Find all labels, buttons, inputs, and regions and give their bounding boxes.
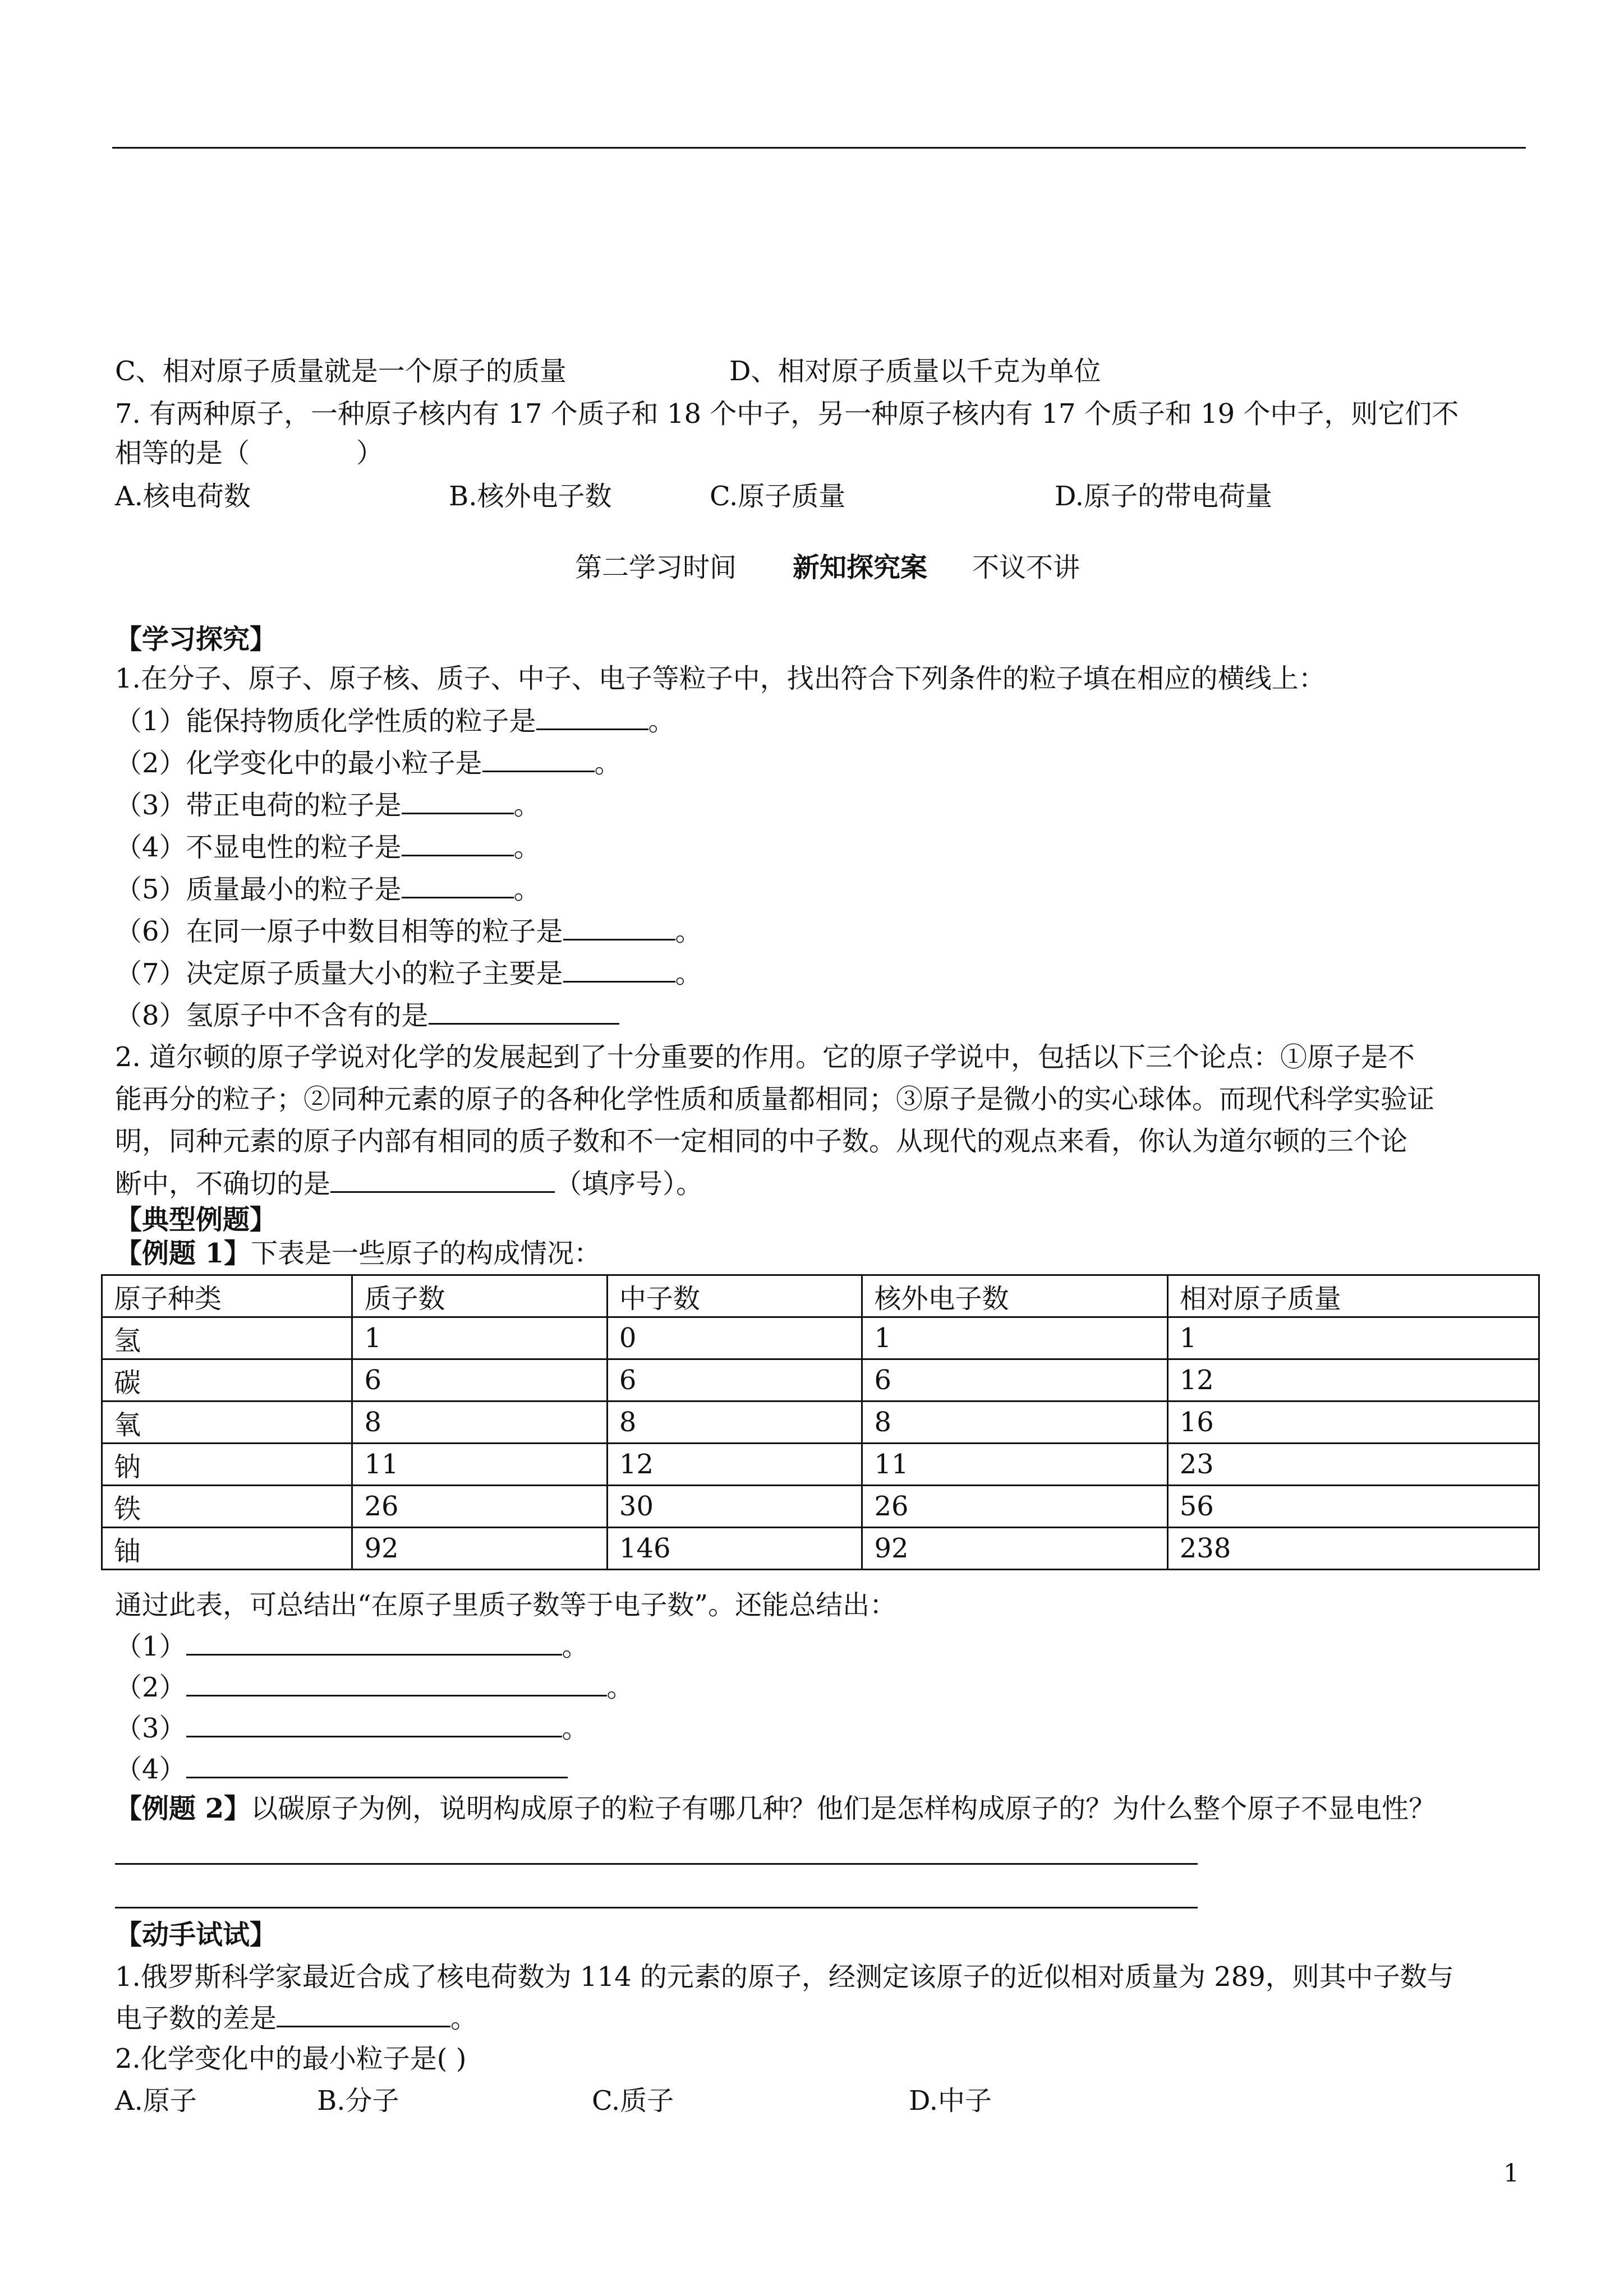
practice-q1-line2 <box>115 2001 477 2035</box>
table-cell: 238 <box>1167 1528 1539 1570</box>
example1-text: 下表是一些原子的构成情况： <box>251 1238 601 1269</box>
table-row <box>102 1486 1539 1528</box>
summary-item-3-blank[interactable] <box>186 1711 562 1737</box>
section-heading-part1: 第二学习时间 <box>575 552 737 583</box>
practice-q1-text: 电子数的差是 <box>115 2003 277 2034</box>
practice-q2-option-d: D.中子 <box>909 2085 992 2117</box>
example2-answer-line-2[interactable] <box>115 1907 1198 1908</box>
table-header-cell: 中子数 <box>607 1275 862 1317</box>
table-row <box>102 1401 1539 1444</box>
study-q2-line4 <box>115 1167 703 1201</box>
example1-label: 【例题 1】 <box>115 1238 251 1269</box>
example2 <box>115 1792 1436 1825</box>
table-cell: 氢 <box>102 1317 352 1359</box>
study-q2-line1: 2. 道尔顿的原子学说对化学的发展起到了十分重要的作用。它的原子学说中，包括以下三个论点：①原子是不 <box>115 1041 1415 1073</box>
table-cell: 1 <box>1167 1317 1539 1359</box>
q7-option-c: C.原子质量 <box>710 481 846 512</box>
study-item-2 <box>115 746 622 780</box>
practice-q1-line1: 1.俄罗斯科学家最近合成了核电荷数为 114 的元素的原子，经测定该原子的近似相对质量为 289，则其中子数与 <box>115 1961 1454 1993</box>
table-cell: 11 <box>862 1444 1167 1486</box>
table-cell: 钠 <box>102 1444 352 1486</box>
study-item-3-text: （3）带正电荷的粒子是 <box>115 790 402 821</box>
study-item-8-blank[interactable] <box>429 998 619 1025</box>
q7-option-b: B.核外电子数 <box>449 481 612 512</box>
study-q2-line4-suffix: （填序号）。 <box>555 1168 703 1200</box>
q7-stem-text: 相等的是（ <box>115 437 250 469</box>
table-cell: 8 <box>352 1401 607 1444</box>
table-cell: 8 <box>862 1401 1167 1444</box>
table-cell: 146 <box>607 1528 862 1570</box>
study-item-5-blank[interactable] <box>402 872 514 898</box>
study-item-4-period: 。 <box>513 832 541 863</box>
example1-summary: 通过此表，可总结出“在原子里质子数等于电子数”。还能总结出： <box>115 1589 897 1621</box>
summary-item-1 <box>115 1629 589 1663</box>
study-item-4 <box>115 830 541 864</box>
summary-item-1-blank[interactable] <box>186 1629 562 1656</box>
summary-item-2 <box>115 1670 634 1704</box>
section-heading-part2: 新知探究案 <box>793 552 928 583</box>
summary-item-4 <box>115 1752 568 1786</box>
practice-title: 【动手试试】 <box>115 1919 277 1951</box>
practice-q2-option-b: B.分子 <box>317 2085 399 2117</box>
atom-composition-table <box>101 1274 1540 1570</box>
summary-item-4-blank[interactable] <box>186 1752 568 1778</box>
page-number: 1 <box>1503 2159 1519 2188</box>
study-q1-intro: 1.在分子、原子、原子核、质子、中子、电子等粒子中，找出符合下列条件的粒子填在相应的横线上： <box>115 663 1326 694</box>
table-cell: 8 <box>607 1401 862 1444</box>
table-cell: 11 <box>352 1444 607 1486</box>
table-cell: 26 <box>862 1486 1167 1528</box>
summary-item-2-blank[interactable] <box>186 1670 607 1696</box>
table-cell: 铁 <box>102 1486 352 1528</box>
table-cell: 92 <box>862 1528 1167 1570</box>
table-cell: 铀 <box>102 1528 352 1570</box>
table-header-cell: 原子种类 <box>102 1275 352 1317</box>
table-header-row <box>102 1275 1539 1317</box>
table-cell: 1 <box>862 1317 1167 1359</box>
table-cell: 12 <box>607 1444 862 1486</box>
section-heading-part3: 不议不讲 <box>972 552 1080 583</box>
table-row <box>102 1528 1539 1570</box>
table-header-cell: 核外电子数 <box>862 1275 1167 1317</box>
practice-q2-stem: 2.化学变化中的最小粒子是( ) <box>115 2043 467 2074</box>
summary-item-3 <box>115 1711 589 1745</box>
example2-label: 【例题 2】 <box>115 1793 251 1824</box>
example1-intro <box>115 1237 601 1270</box>
summary-item-2-label: （2） <box>115 1672 186 1703</box>
study-title: 【学习探究】 <box>115 624 277 655</box>
table-row <box>102 1444 1539 1486</box>
q7-stem-line2 <box>115 436 383 470</box>
study-item-4-text: （4）不显电性的粒子是 <box>115 832 402 863</box>
table-cell: 30 <box>607 1486 862 1528</box>
example2-text: 以碳原子为例，说明构成原子的粒子有哪几种？他们是怎样构成原子的？为什么整个原子不显电性？ <box>251 1793 1436 1824</box>
study-item-1-text: （1）能保持物质化学性质的粒子是 <box>115 706 536 737</box>
table-row <box>102 1317 1539 1359</box>
table-cell: 92 <box>352 1528 607 1570</box>
summary-item-2-period: 。 <box>606 1672 634 1703</box>
summary-item-3-label: （3） <box>115 1713 186 1744</box>
summary-item-1-period: 。 <box>562 1631 589 1662</box>
table-cell: 碳 <box>102 1359 352 1401</box>
table-cell: 1 <box>352 1317 607 1359</box>
summary-item-1-label: （1） <box>115 1631 186 1662</box>
table-cell: 12 <box>1167 1359 1539 1401</box>
practice-q2-option-c: C.质子 <box>592 2085 674 2117</box>
study-item-7-blank[interactable] <box>563 956 675 983</box>
study-item-3-blank[interactable] <box>402 788 514 814</box>
study-item-8-text: （8）氢原子中不含有的是 <box>115 1000 429 1031</box>
table-cell: 6 <box>607 1359 862 1401</box>
table-header-cell: 质子数 <box>352 1275 607 1317</box>
table-cell: 0 <box>607 1317 862 1359</box>
study-item-8 <box>115 998 619 1032</box>
study-item-1-period: 。 <box>648 706 675 737</box>
examples-title: 【典型例题】 <box>115 1204 277 1235</box>
q6-option-c: C、相对原子质量就是一个原子的质量 <box>115 356 567 387</box>
table-cell: 6 <box>862 1359 1167 1401</box>
study-item-7-text: （7）决定原子质量大小的粒子主要是 <box>115 958 563 989</box>
study-item-6 <box>115 914 702 948</box>
study-item-1 <box>115 704 675 738</box>
example2-answer-line-1[interactable] <box>115 1863 1198 1865</box>
study-item-5 <box>115 872 541 906</box>
table-cell: 6 <box>352 1359 607 1401</box>
study-item-7 <box>115 956 702 990</box>
study-item-5-period: 。 <box>513 874 541 905</box>
study-item-6-period: 。 <box>675 916 702 947</box>
study-item-1-blank[interactable] <box>536 704 648 730</box>
study-item-6-blank[interactable] <box>563 914 675 940</box>
q7-option-d: D.原子的带电荷量 <box>1055 481 1273 512</box>
header-rule <box>112 147 1526 149</box>
summary-item-4-label: （4） <box>115 1754 186 1785</box>
study-item-3-period: 。 <box>513 790 541 821</box>
study-item-5-text: （5）质量最小的粒子是 <box>115 874 402 905</box>
study-item-6-text: （6）在同一原子中数目相等的粒子是 <box>115 916 563 947</box>
study-q2-line2: 能再分的粒子；②同种元素的原子的各种化学性质和质量都相同；③原子是微小的实心球体。而现代科学实验证 <box>115 1084 1435 1115</box>
table-header-cell: 相对原子质量 <box>1167 1275 1539 1317</box>
study-item-2-blank[interactable] <box>482 746 595 772</box>
q7-stem-line1: 7. 有两种原子，一种原子核内有 17 个质子和 18 个中子，另一种原子核内有 17 个质子和 19 个中子，则它们不 <box>115 398 1459 430</box>
practice-q1-blank[interactable] <box>277 2001 450 2027</box>
study-item-2-text: （2）化学变化中的最小粒子是 <box>115 748 482 779</box>
study-item-7-period: 。 <box>675 958 702 989</box>
summary-item-3-period: 。 <box>562 1713 589 1744</box>
q6-option-d: D、相对原子质量以千克为单位 <box>729 356 1101 387</box>
practice-q1-period: 。 <box>450 2003 478 2034</box>
table-cell: 16 <box>1167 1401 1539 1444</box>
q7-option-a: A.核电荷数 <box>115 481 251 512</box>
table-cell: 56 <box>1167 1486 1539 1528</box>
table-cell: 氧 <box>102 1401 352 1444</box>
study-item-2-period: 。 <box>594 748 622 779</box>
table-cell: 23 <box>1167 1444 1539 1486</box>
section-heading <box>575 551 1080 584</box>
q7-stem-close: ） <box>356 437 384 469</box>
study-q2-blank[interactable] <box>330 1167 555 1193</box>
table-cell: 26 <box>352 1486 607 1528</box>
study-item-4-blank[interactable] <box>402 830 514 856</box>
study-item-3 <box>115 788 541 822</box>
table-row <box>102 1359 1539 1401</box>
study-q2-line3: 明，同种元素的原子内部有相同的质子数和不一定相同的中子数。从现代的观点来看，你认为道尔顿的三个论 <box>115 1126 1408 1157</box>
study-q2-line4-text: 断中，不确切的是 <box>115 1168 331 1200</box>
practice-q2-option-a: A.原子 <box>115 2085 197 2117</box>
